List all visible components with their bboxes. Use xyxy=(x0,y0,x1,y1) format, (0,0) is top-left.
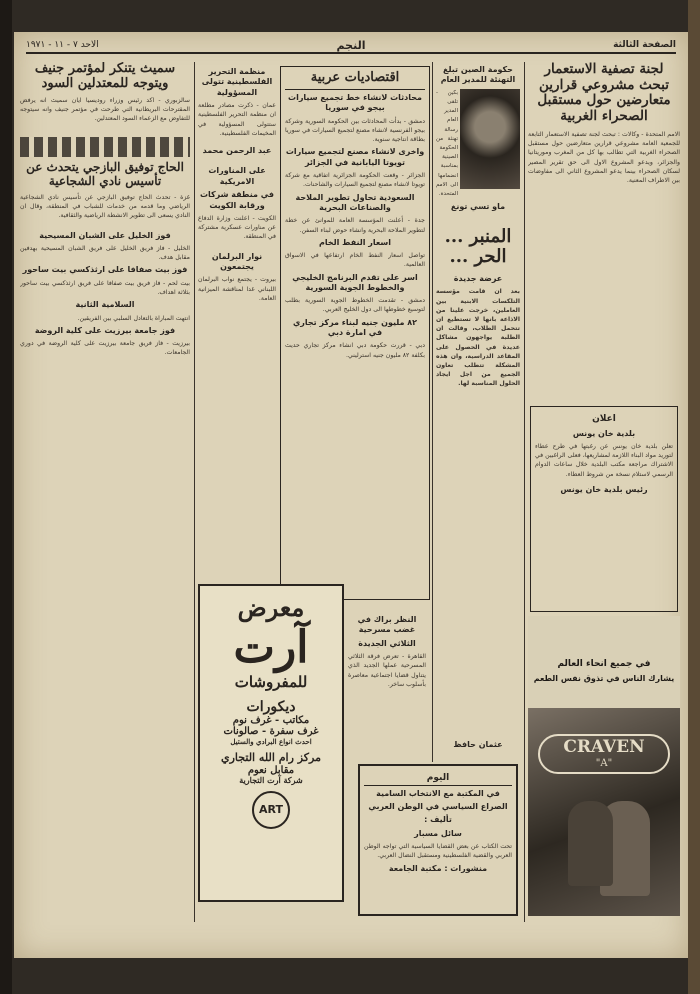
page-number: الصفحة الثالثة xyxy=(613,40,676,50)
issue-date: الاحد ٧ - ١١ - ١٩٧١ xyxy=(26,40,99,50)
econ-item-title-4: اسعار النفط الخام xyxy=(318,237,392,247)
minbar-signature: عثمان حافظ xyxy=(453,740,503,749)
theatre-article xyxy=(348,612,426,757)
theatre-body: القاهرة - تعرض فرقة الثلاثي المسرحية عملها الجديد الذي يتناول قضايا اجتماعية معاصرة بأسلوب ساخر. xyxy=(348,653,426,688)
econ-item-title-1: محادثات لانشاء خط تجميع سيارات بيجو في سوريا xyxy=(288,92,422,113)
theatre-subtitle: الثلاثي الجديدة xyxy=(358,638,416,648)
sport-item-body-4: بيرزيت - فاز فريق جامعة بيرزيت على كلية الروضة في دوري الجامعات. xyxy=(20,340,190,357)
craven-brand-a: "A" xyxy=(595,758,613,769)
art-ad-line-4: غرف سفرة - صالونات xyxy=(223,726,319,738)
newspaper-page xyxy=(14,32,688,958)
econ-item-body-1: دمشق - بدأت المحادثات بين الحكومة السورية وشركة بيجو الفرنسية لانشاء مصنع لتجميع السيارات في سوريا بطاقة انتاجية سنوية. xyxy=(285,117,425,144)
econ-item-body-3: جدة - أعلنت المؤسسة العامة للموانئ عن خطة لتطوير الملاحة البحرية وانشاء حوض لبناء السفن. xyxy=(285,217,425,234)
econ-item-body-5: دمشق - تقدمت الخطوط الجوية السورية بطلب لتوسيع خطوطها الى دول الخليج العربي. xyxy=(285,297,425,314)
pal-body-2: الكويت - اعلنت وزارة الدفاع عن مناورات عسكرية مشتركة في المنطقة. xyxy=(198,214,276,241)
notice-box xyxy=(530,406,678,612)
library-body: تحت الكتاب عن بعض القضايا السياسية التي تواجه الوطن العربي والقضية الفلسطينية ومستقبل النضال العربي. xyxy=(364,843,512,860)
art-ad-line-3: مكاتب - غرف نوم xyxy=(232,714,310,726)
econ-item-title-5: اسر على تقدم البرنامج الخليجي والخطوط الجوية السورية xyxy=(292,272,418,292)
craven-figure-2 xyxy=(568,801,613,886)
library-line-2: الصراع السياسي في الوطن العربي xyxy=(368,802,508,812)
sport-item-title-4: فوز جامعة بيرزيت على كلية الروضة xyxy=(34,325,176,335)
theatre-title: النظر براك في غضب مسرحية xyxy=(357,615,417,635)
notice-signature: رئيس بلدية خان يونس xyxy=(560,484,648,494)
pal-signature: عبد الرحمن محمد xyxy=(202,145,272,155)
pal-headline-3: نوار البرلمان يجتمعون xyxy=(211,251,263,271)
sport-item-title-1: فوز الخليل على الشبان المسيحية xyxy=(39,230,171,240)
art-ad-brand: آرت xyxy=(233,621,309,673)
library-title: اليوم xyxy=(364,773,512,786)
page-header xyxy=(26,38,676,54)
sports-banner xyxy=(20,137,190,157)
minbar-body: بعد ان قامت مؤسسة التلكسات الابنية بين العاملين، خرجت علينا من الاذاعة بانها لا تستطيع ان تتحمل الطلاب، وقالت ان الطلبة يواجهون مشاكل عديدة في الحصول على المقاعد الدراسية، وان هذه المشكلة تتطلب تعاون الجميع من اجل ايجاد الحلول المناسبة لها. xyxy=(436,288,520,388)
minbar-article-title: عرضة جديدة xyxy=(453,273,503,283)
sport-item-body-3: انتهت المباراة بالتعادل السلبي بين الفريقين. xyxy=(77,314,190,322)
art-furniture-ad xyxy=(198,584,344,902)
library-foot: منشورات : مكتبة الجامعة xyxy=(388,863,488,873)
column-rule xyxy=(524,62,525,922)
column-rule xyxy=(194,62,195,922)
craven-a-ad xyxy=(528,616,680,916)
smith-headline: سميث يتنكر لمؤتمر جنيف ويتوجه للمعتدلين السود xyxy=(34,62,176,91)
craven-logo xyxy=(538,734,670,774)
notice-body: تعلن بلدية خان يونس عن رغبتها في طرح عطاء لتوريد مواد البناء اللازمة لمشاريعها، فعلى الراغبين في الاشتراك مراجعة مكتب البلدية خلال ساعات الدوام الرسمي لاستلام نسخة من شروط العطاء. xyxy=(535,443,673,478)
page-edge xyxy=(688,0,700,994)
arab-economics-headline: اقتصاديات عربية xyxy=(285,71,425,90)
western-sahara-body: الامم المتحدة - وكالات : تبحث لجنة تصفية الاستعمار التابعة للجمعية العامة مشروعي قرارين متعارضين حول مستقبل الصحراء الغربية التي تطالب بها كل من المغرب وموريتانيا والجزائر، ويدعو المشروع الاول الى حق تقرير المصير لسكان الصحراء بينما يدعو المشروع الثاني الى مفاوضات بين الاطراف المعنية. xyxy=(528,131,680,185)
column-rule xyxy=(432,62,433,762)
smith-body: سالزبوري - اكد رئيس وزراء روديسيا ايان سميث انه يرفض المقترحات البريطانية التي طرحت في مؤتمر جنيف وانه سيتوجه للتفاوض مع الزعماء السود المعتدلين. xyxy=(20,96,190,123)
binding-edge xyxy=(0,0,12,994)
craven-slogan-1: في جميع انحاء العالم xyxy=(557,659,651,669)
sport-item-body-2: بيت لحم - فاز فريق بيت صفافا على فريق ارثذكسي بيت ساحور بثلاثة اهداف. xyxy=(20,279,190,297)
econ-item-title-3: السعودية تحاول تطوير الملاحة والصناعات البحرية xyxy=(295,192,415,212)
library-line-4: سائل مسبار xyxy=(414,828,462,838)
western-sahara-article xyxy=(528,62,680,392)
library-line-3: تأليف : xyxy=(424,815,452,825)
mao-caption-top: حكومة الصين تبلغ التهنئة للمدير العام xyxy=(440,65,516,85)
art-ad-line-1: للمفروشات xyxy=(234,672,308,691)
pal-headline-2: على المناورات الامريكية xyxy=(208,166,266,186)
western-sahara-headline: لجنة تصفية الاستعمار تبحث مشروعي قرارين متعارضين حول مستقبل الصحراء الغربية xyxy=(537,62,671,124)
craven-brand: CRAVEN xyxy=(563,737,645,757)
mao-portrait xyxy=(460,89,520,189)
art-ad-line-2: ديكورات xyxy=(246,698,296,715)
pal-body-3: بيروت - يجتمع نواب البرلمان اللبناني غدا لمناقشة الميزانية العامة. xyxy=(198,276,276,302)
econ-item-body-4: تواصل اسعار النفط الخام ارتفاعها في الاسواق العالمية. xyxy=(285,252,425,269)
arab-economics-box xyxy=(280,66,430,600)
notice-subtitle: بلدية خان يونس xyxy=(572,428,636,438)
art-ad-line-7: مقابل نعوم xyxy=(247,764,295,776)
left-column xyxy=(20,62,190,932)
mao-body-top: بكين - تلقى المدير العام رسالة تهنئة من الحكومة الصينية بمناسبة انضمامها الى الامم المتحدة. xyxy=(436,89,458,198)
art-ad-line-8: شركة آرت التجارية xyxy=(239,775,303,786)
econ-item-body-6: دبي - قررت حكومة دبي انشاء مركز تجاري حديث بكلفة ٨٢ مليون جنيه استرليني. xyxy=(285,342,425,359)
econ-item-body-2: الجزائر - وقعت الحكومة الجزائرية اتفاقية مع شركة تويوتا لانشاء مصنع لتجميع السيارات والشاحنات. xyxy=(285,172,425,189)
sport-item-body-1: الخليل - فاز فريق الخليل على فريق الشبان المسيحية بهدفين مقابل هدف. xyxy=(20,245,190,262)
masthead: النجم xyxy=(336,39,366,52)
econ-item-title-6: ٨٢ مليون جنيه لبناء مركز تجاري في امارة دبي xyxy=(292,317,418,338)
palestine-column xyxy=(198,64,276,604)
sport-item-title-2: فوز بيت صفافا على ارثذكسي بيت ساحور xyxy=(22,265,188,275)
library-line-1: في المكتبة مع الانتخاب السامية xyxy=(376,788,500,798)
mao-caption: ماو تسي تونغ xyxy=(450,202,506,212)
craven-slogan-2: يشارك الناس في تذوق نفس الطعم xyxy=(533,673,675,683)
library-box xyxy=(358,764,518,916)
econ-item-title-2: واخرى لانشاء مصنع لتجميع سيارات تويوتا الیابانية في الجزائر xyxy=(285,147,425,167)
pal-headline-1: منظمة التحرير الفلسطينية تتولى المسؤولية xyxy=(201,67,273,97)
pal-sub-2: في منطقة شركات ورقابة الكويت xyxy=(199,190,275,210)
art-ad-logo: ART xyxy=(252,791,290,829)
bazji-headline: الحاج توفيق البازجي يتحدث عن تأسيس نادي الشجاعية xyxy=(26,160,184,189)
bazji-body: غزة - تحدث الحاج توفيق البازجي عن تأسيس نادي الشجاعية الرياضي وما قدمه من خدمات للشباب في المنطقة، وقال ان النادي يسعى الى تطوير الانشطة الرياضية والثقافية. xyxy=(20,194,190,220)
art-ad-line-5: احدث انواع البرادي والستيل xyxy=(230,736,312,746)
minbar-headline: المنبر ... الحر ... xyxy=(444,225,512,268)
art-ad-top: معرض xyxy=(237,593,305,622)
notice-title: اعلان xyxy=(592,414,616,424)
sport-item-title-3: السلامية الثانية xyxy=(75,300,135,310)
art-ad-line-6: مركز رام الله التجاري xyxy=(221,750,321,764)
pal-body-1: عمان - ذكرت مصادر مطلعة ان منظمة التحرير الفلسطينية ستتولى المسؤولية في المخيمات الفلسطينية. xyxy=(198,102,276,137)
